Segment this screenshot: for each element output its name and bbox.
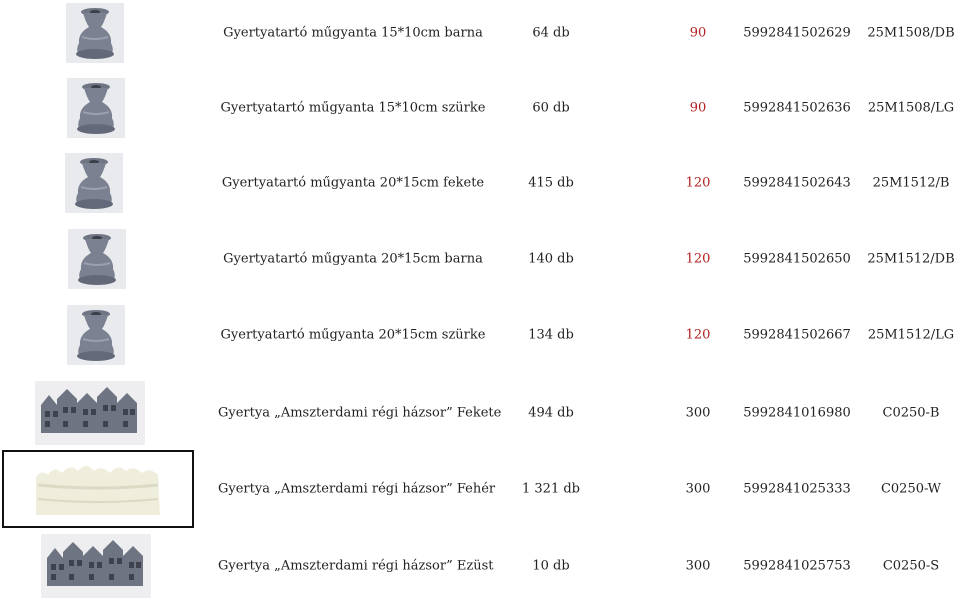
product-code: 25M1512/DB (867, 251, 955, 267)
product-price: 300 (685, 481, 711, 497)
house-row-candle-white-image (2, 450, 194, 528)
product-price: 120 (685, 251, 711, 267)
product-code: 25M1512/LG (867, 327, 955, 343)
product-quantity: 10 db (532, 558, 570, 574)
product-ean: 5992841502629 (743, 25, 851, 41)
product-ean: 5992841502667 (743, 327, 851, 343)
product-code: C0250-S (882, 558, 940, 574)
product-ean: 5992841025753 (743, 558, 851, 574)
product-name: Gyertyatartó műgyanta 20*15cm szürke (220, 327, 486, 343)
candle-holder-image (66, 304, 126, 366)
table-row (0, 380, 960, 446)
table-row (0, 456, 960, 522)
product-code: 25M1508/DB (867, 25, 955, 41)
candle-holder-image (64, 2, 126, 64)
product-ean: 5992841025333 (743, 481, 851, 497)
candle-holder-image (66, 77, 126, 139)
product-price: 120 (685, 327, 711, 343)
table-row (0, 0, 960, 66)
candle-holder-image (63, 152, 125, 214)
house-row-candle-gray-image (34, 380, 146, 446)
table-row (0, 226, 960, 292)
product-price: 300 (685, 405, 711, 421)
product-quantity: 1 321 db (522, 481, 580, 497)
product-quantity: 134 db (528, 327, 574, 343)
product-ean: 5992841502643 (743, 175, 851, 191)
table-row (0, 533, 960, 599)
product-price: 90 (689, 25, 707, 41)
product-price: 120 (685, 175, 711, 191)
product-code: 25M1512/B (872, 175, 950, 191)
product-ean: 5992841016980 (743, 405, 851, 421)
product-name: Gyertya „Amszterdami régi házsor” Fekete (218, 405, 502, 421)
product-code: C0250-B (882, 405, 940, 421)
house-row-candle-gray-image (40, 533, 152, 599)
product-name: Gyertya „Amszterdami régi házsor” Ezüst (218, 558, 494, 574)
table-row (0, 302, 960, 368)
product-quantity: 140 db (528, 251, 574, 267)
product-name: Gyertyatartó műgyanta 20*15cm fekete (221, 175, 485, 191)
table-row (0, 150, 960, 216)
table-row (0, 75, 960, 141)
product-quantity: 64 db (532, 25, 570, 41)
product-quantity: 494 db (528, 405, 574, 421)
product-code: C0250-W (880, 481, 942, 497)
product-ean: 5992841502650 (743, 251, 851, 267)
product-name: Gyertyatartó műgyanta 15*10cm barna (223, 25, 483, 41)
product-ean: 5992841502636 (743, 100, 851, 116)
candle-holder-image (67, 228, 127, 290)
product-name: Gyertya „Amszterdami régi házsor” Fehér (218, 481, 496, 497)
product-code: 25M1508/LG (867, 100, 955, 116)
product-name: Gyertyatartó műgyanta 15*10cm szürke (220, 100, 486, 116)
product-quantity: 415 db (528, 175, 574, 191)
product-quantity: 60 db (532, 100, 570, 116)
product-price: 90 (689, 100, 707, 116)
product-name: Gyertyatartó műgyanta 20*15cm barna (223, 251, 483, 267)
product-price: 300 (685, 558, 711, 574)
